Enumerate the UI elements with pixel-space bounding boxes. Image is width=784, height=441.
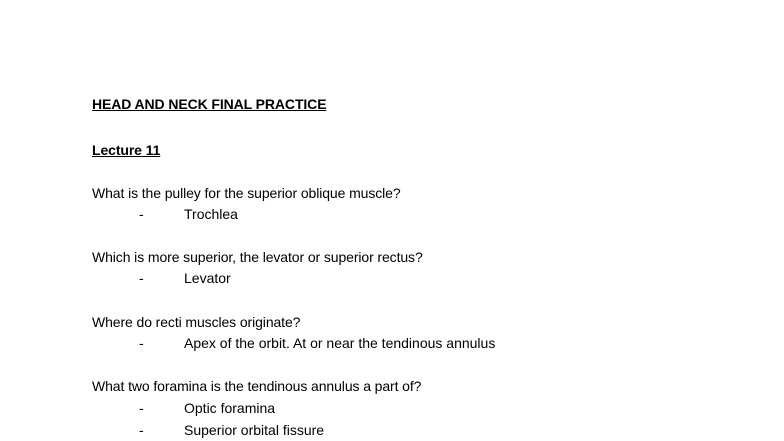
question-2: Which is more superior, the levator or superior rectus? — [92, 249, 423, 265]
section-heading: Lecture 11 — [92, 142, 161, 158]
answer-text: Optic foramina — [184, 400, 276, 416]
document-title: HEAD AND NECK FINAL PRACTICE — [92, 96, 327, 112]
question-1: What is the pulley for the superior oblique muscle? — [92, 185, 401, 201]
bullet-dash: - — [139, 422, 144, 438]
bullet-dash: - — [139, 206, 144, 222]
answer-text: Levator — [184, 270, 231, 286]
answer-text: Apex of the orbit. At or near the tendinous annulus — [184, 335, 496, 351]
answer-text: Superior orbital fissure — [184, 422, 325, 438]
question-4: What two foramina is the tendinous annulus a part of? — [92, 378, 422, 394]
bullet-dash: - — [139, 335, 144, 351]
bullet-dash: - — [139, 270, 144, 286]
answer-text: Trochlea — [184, 206, 238, 222]
question-3: Where do recti muscles originate? — [92, 314, 301, 330]
bullet-dash: - — [139, 400, 144, 416]
